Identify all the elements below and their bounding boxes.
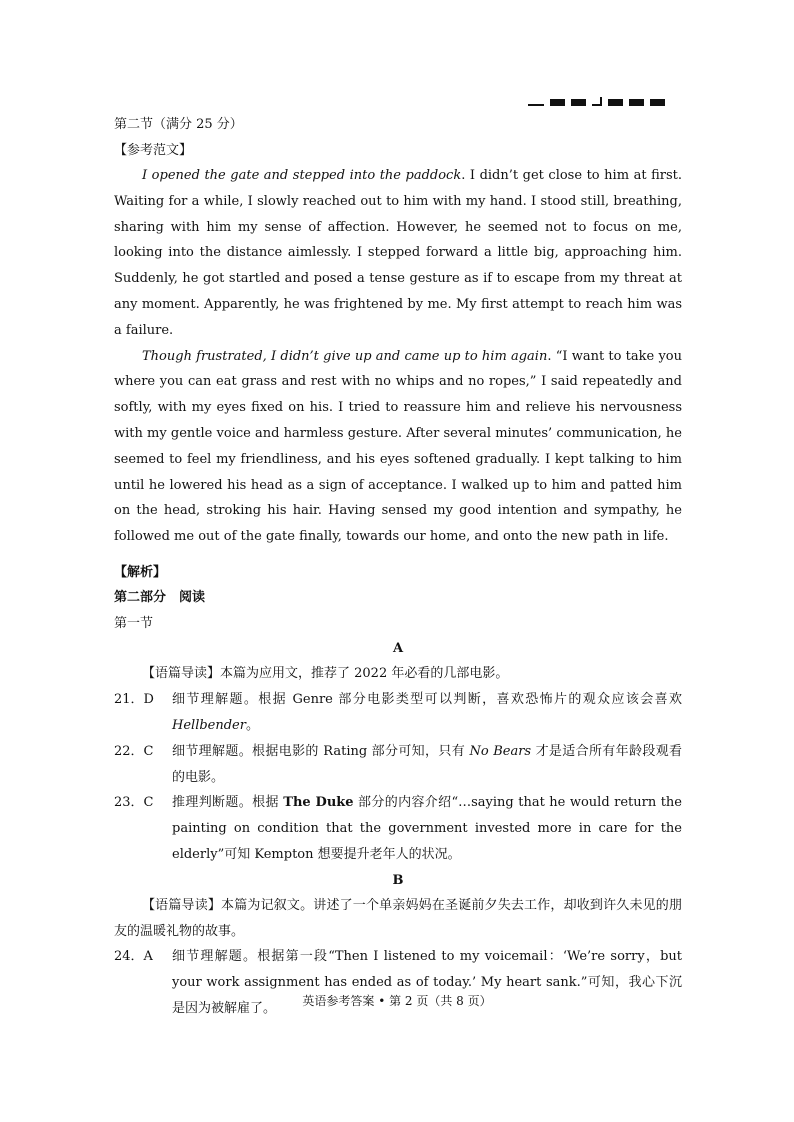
answer-23-text: 推理判断题。根据 The Duke 部分的内容介绍“…saying that he would return the painting on condition that the government invested more in care for the elderly”可知 Kempton 想要提升老年人的状况。 — [172, 795, 682, 863]
answer-21-number: 21．D — [114, 692, 154, 708]
passage-b-letter: B — [392, 872, 404, 888]
part2-title: 第二部分 阅读 — [114, 590, 206, 606]
mark-block — [550, 99, 565, 106]
essay-paragraph-2 — [114, 344, 682, 550]
mark-corner — [592, 97, 602, 106]
mark-line — [528, 104, 544, 106]
mark-block — [571, 99, 586, 106]
answer-21-text: 细节理解题。根据 Genre 部分电影类型可以判断，喜欢恐怖片的观众应该会喜欢 Hellbender。 — [172, 692, 682, 734]
essay-p1-text: . I didn’t get close to him at first. Waiting for a while, I slowly reached out to him with my hand. I stood still, breathing, sharing with him my sense of affection. However, he seemed not to focus on me, looking into the distance aimlessly. I stepped forward a little big, approaching him. Suddenly, he got startled and posed a tense gesture as if to escape from my threat at any moment. Apparently, he was frightened by me. My first attempt to reach him was a failure. — [114, 168, 682, 338]
mark-block — [608, 99, 623, 106]
essay-paragraph-1 — [114, 163, 682, 344]
essay-p2-text: . “I want to take you where you can eat grass and rest with no whips and no ropes,” I said repeatedly and softly, with my eyes fixed on his. I tried to reassure him and relieve his nervousness with my gentle voice and harmless gesture. After several minutes’ communication, he seemed to feel my friendliness, and his eyes softened gradually. I kept talking to him until he lowered his head as a sign of acceptance. I walked up to him and patted him on the head, stroking his hair. Having sensed my good intention and sympathy, he followed me out of the gate finally, towards our home, and onto the new path in life. — [114, 348, 682, 545]
answer-23 — [114, 790, 682, 867]
answer-24-text: 细节理解题。根据第一段“Then I listened to my voicemail：‘We’re sorry，but your work assignment has ended as of today.’ My heart sank.”可知，我心下沉是因为被解雇了。 — [172, 949, 682, 1017]
section2-title: 第二节（满分 25 分） — [114, 117, 243, 132]
model-essay-label: 【参考范文】 — [114, 142, 193, 158]
answer-24 — [114, 944, 682, 1021]
section1-title: 第一节 — [114, 615, 154, 631]
analysis-label: 【解析】 — [114, 564, 167, 580]
mark-block — [650, 99, 665, 106]
answer-22-number: 22．C — [114, 743, 154, 759]
page-footer: 英语参考答案 • 第 2 页（共 8 页） — [302, 994, 492, 1008]
passage-a-letter: A — [392, 641, 404, 657]
mark-block — [629, 99, 644, 106]
registration-marks — [528, 96, 665, 106]
answer-22-text: 细节理解题。根据电影的 Rating 部分可知，只有 No Bears 才是适合所有年龄段观看的电影。 — [172, 743, 683, 785]
essay-p2-lead: Though frustrated, I didn’t give up and came up to him again — [142, 348, 548, 364]
answer-22 — [114, 739, 682, 791]
passage-b-guide: 【语篇导读】本篇为记叙文。讲述了一个单亲妈妈在圣诞前夕失去工作，却收到许久未见的朋友的温暖礼物的故事。 — [114, 897, 682, 939]
passage-a-guide: 【语篇导读】本篇为应用文，推荐了 2022 年必看的几部电影。 — [142, 666, 509, 682]
answer-24-number: 24．A — [114, 949, 153, 965]
answer-23-number: 23．C — [114, 795, 154, 811]
answer-page — [114, 112, 682, 1022]
answer-21 — [114, 687, 682, 739]
essay-p1-lead: I opened the gate and stepped into the paddock — [142, 168, 462, 183]
